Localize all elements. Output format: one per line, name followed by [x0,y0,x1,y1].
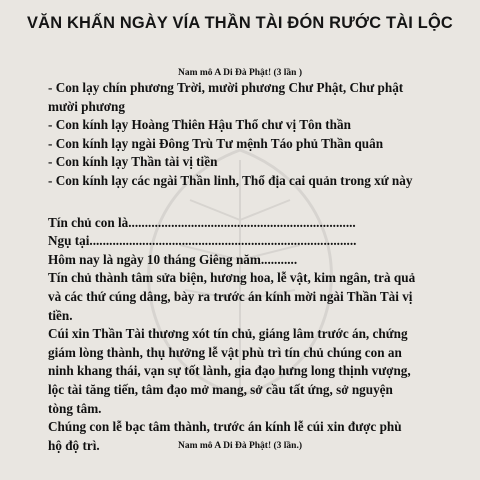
body-line: Tín chủ thành tâm sửa biện, hương hoa, lễ vật, kim ngân, trà quả [48,270,416,286]
body-line: Tín chủ con là..................................................................... [48,214,356,230]
body-line: tiền. [48,307,73,323]
body-line: lộc tài tăng tiến, tâm đạo mở mang, sở cầu tất ứng, sở nguyện [48,381,393,397]
body-line: giám lòng thành, thụ hưởng lễ vật phù trì tín chủ chúng con an [48,344,402,360]
body-line: tòng tâm. [48,400,102,416]
body-line: ninh khang thái, vạn sự tốt lành, gia đạo hưng long thịnh vượng, [48,363,411,379]
body-line: hộ độ trì. [48,437,100,453]
intro-line: - Con kính lạy ngài Đông Trù Tư mệnh Táo phủ Thần quân [48,135,384,151]
intro-line: - Con kính lạy Hoàng Thiên Hậu Thổ chư vị Tôn thần [48,117,351,133]
intro-line: - Con kính lạy các ngài Thần linh, Thổ địa cai quản trong xứ này [48,172,413,188]
body-line: Chúng con lễ bạc tâm thành, trước án kính lễ cúi xin được phù [48,419,402,435]
body-line: Ngụ tại................................................................................. [48,233,357,249]
body-line: Cúi xin Thần Tài thương xót tín chủ, giáng lâm trước án, chứng [48,326,408,342]
body-line: và các thứ cúng dâng, bày ra trước án kính mời ngài Thần Tài vị [48,288,413,304]
invocation-top: Nam mô A Di Đà Phật! (3 lần ) [177,68,303,78]
intro-line: mười phương [48,98,125,114]
intro-line: - Con kính lạy Thần tài vị tiền [48,154,218,170]
spacer [48,191,468,214]
body-line: Hôm nay là ngày 10 tháng Giêng năm........... [48,251,298,267]
document-title: VĂN KHẤN NGÀY VÍA THẦN TÀI ĐÓN RƯỚC TÀI LỘC [27,14,453,32]
invocation-bottom: Nam mô A Di Đà Phật! (3 lần.) [177,441,303,451]
prayer-content [48,79,468,455]
intro-line: - Con lạy chín phương Trời, mười phương Chư Phật, Chư phật [48,80,404,95]
